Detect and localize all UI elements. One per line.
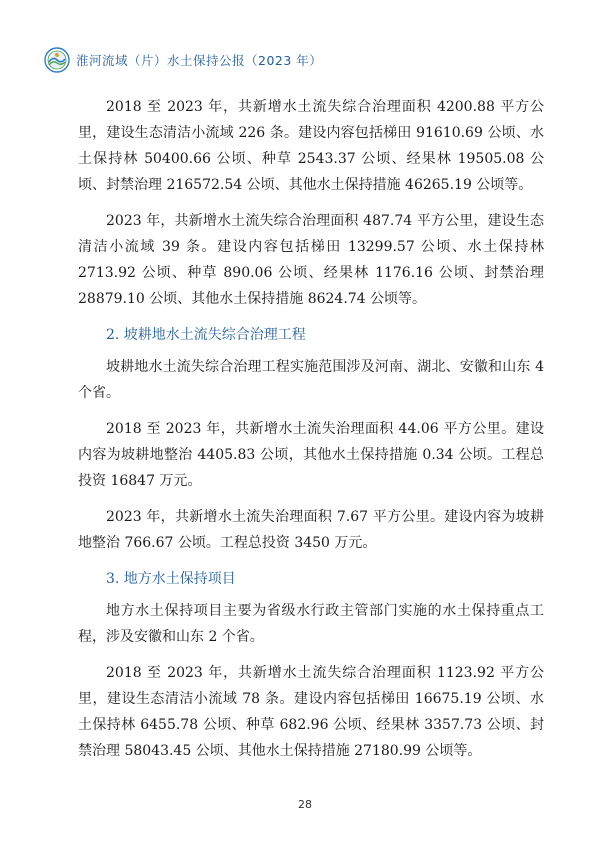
section-heading-sloping-farmland: 2. 坡耕地水土流失综合治理工程 xyxy=(106,327,306,343)
section-heading-local-projects: 3. 地方水土保持项目 xyxy=(106,571,236,587)
page-number: 28 xyxy=(298,798,312,811)
paragraph: 坡耕地水土流失综合治理工程实施范围涉及河南、湖北、安徽和山东 4 个省。 xyxy=(78,359,544,401)
page-header xyxy=(44,46,322,74)
watershed-logo-icon xyxy=(44,47,70,73)
paragraph: 2023 年，共新增水土流失治理面积 7.67 平方公里。建设内容为坡耕地整治 766.67 公顷。工程总投资 3450 万元。 xyxy=(78,509,544,551)
paragraph: 地方水土保持项目主要为省级水行政主管部门实施的水土保持重点工程，涉及安徽和山东 2 个省。 xyxy=(78,603,544,645)
header-title: 淮河流域（片）水土保持公报（2023 年） xyxy=(76,53,323,68)
paragraph: 2018 至 2023 年，共新增水土流失综合治理面积 4200.88 平方公里，建设生态清洁小流域 226 条。建设内容包括梯田 91610.69 公顷、水土保持林 50400.66 公顷、种草 2543.37 公顷、经果林 19505.08 公顷、封禁治理 216572.54 公顷、其他水土保持措施 46265.19 公顷等。 xyxy=(78,99,544,193)
paragraph: 2023 年，共新增水土流失综合治理面积 487.74 平方公里，建设生态清洁小流域 39 条。建设内容包括梯田 13299.57 公顷、水土保持林 2713.92 公顷、种草 890.06 公顷、经果林 1176.16 公顷、封禁治理 28879.10 公顷、其他水土保持措施 8624.74 公顷等。 xyxy=(78,213,544,307)
paragraph: 2018 至 2023 年，共新增水土流失综合治理面积 1123.92 平方公里，建设生态清洁小流域 78 条。建设内容包括梯田 16675.19 公顷、水土保持林 6455.78 公顷、种草 682.96 公顷、经果林 3357.73 公顷、封禁治理 58043.45 公顷、其他水土保持措施 27180.99 公顷等。 xyxy=(78,665,544,759)
document-body xyxy=(78,94,544,774)
paragraph: 2018 至 2023 年，共新增水土流失治理面积 44.06 平方公里。建设内容为坡耕地整治 4405.83 公顷，其他水土保持措施 0.34 公顷。工程总投资 16847 万元。 xyxy=(78,421,544,489)
